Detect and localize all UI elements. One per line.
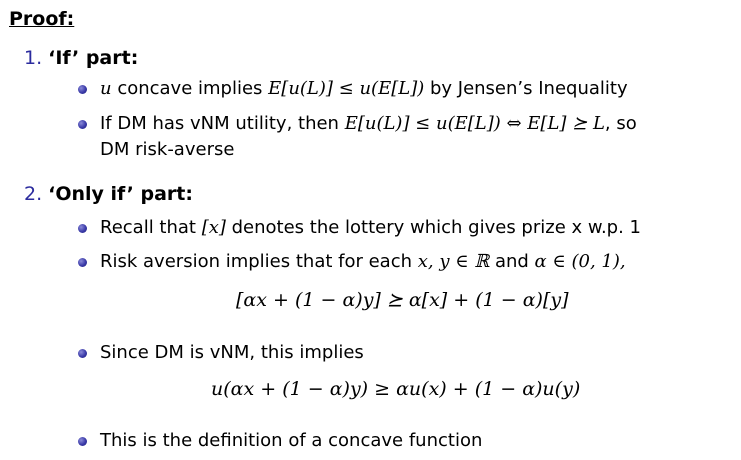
bullet-vnm-math: E[u(L)] ≤ u(E[L]) ⇔ E[L] ⪰ L: [344, 113, 605, 134]
part-2-heading: [24, 183, 193, 205]
bullet-risk-text-1: Risk aversion implies that for each: [100, 251, 418, 272]
bullet-since-vnm-text: Since DM is vNM, this implies: [100, 342, 364, 363]
bullet-recall-text-2: denotes the lottery which gives prize x w.p. 1: [225, 217, 641, 238]
bullet-recall-math: [x]: [201, 217, 226, 238]
bullet-vnm-line-2: DM risk-averse: [100, 139, 235, 160]
bullet-vnm-text-1: If DM has vNM utility, then: [100, 113, 345, 134]
bullet-icon: [78, 437, 87, 446]
bullet-icon: [78, 224, 87, 233]
bullet-jensen-text-1: concave implies: [111, 78, 269, 99]
bullet-icon: [78, 349, 87, 358]
bullet-risk-math-2: α ∈ (0, 1),: [534, 251, 626, 272]
bullet-risk-text-2: and: [489, 251, 535, 272]
part-1-label: ‘If’ part:: [48, 47, 139, 69]
bullet-icon: [78, 120, 87, 129]
equation-lottery-preference: [αx + (1 − α)y] ⪰ α[x] + (1 − α)[y]: [236, 289, 569, 311]
bullet-recall-text-1: Recall that: [100, 217, 202, 238]
bullet-icon: [78, 85, 87, 94]
bullet-vnm-text-2: , so: [604, 113, 637, 134]
bullet-icon: [78, 258, 87, 267]
proof-title: Proof:: [9, 8, 75, 30]
part-1-heading: [24, 47, 138, 69]
equation-concavity: u(αx + (1 − α)y) ≥ αu(x) + (1 − α)u(y): [211, 378, 581, 400]
part-1-number: 1.: [24, 47, 43, 69]
bullet-jensen-text-2: by Jensen’s Inequality: [424, 78, 628, 99]
bullet-definition-text: This is the definition of a concave function: [100, 430, 483, 451]
bullet-risk-math-1: x, y ∈ ℝ: [417, 251, 490, 272]
part-2-number: 2.: [24, 183, 43, 205]
bullet-jensen-var: u: [100, 78, 112, 99]
bullet-jensen-math: E[u(L)] ≤ u(E[L]): [268, 78, 425, 99]
part-2-label: ‘Only if’ part:: [48, 183, 193, 205]
